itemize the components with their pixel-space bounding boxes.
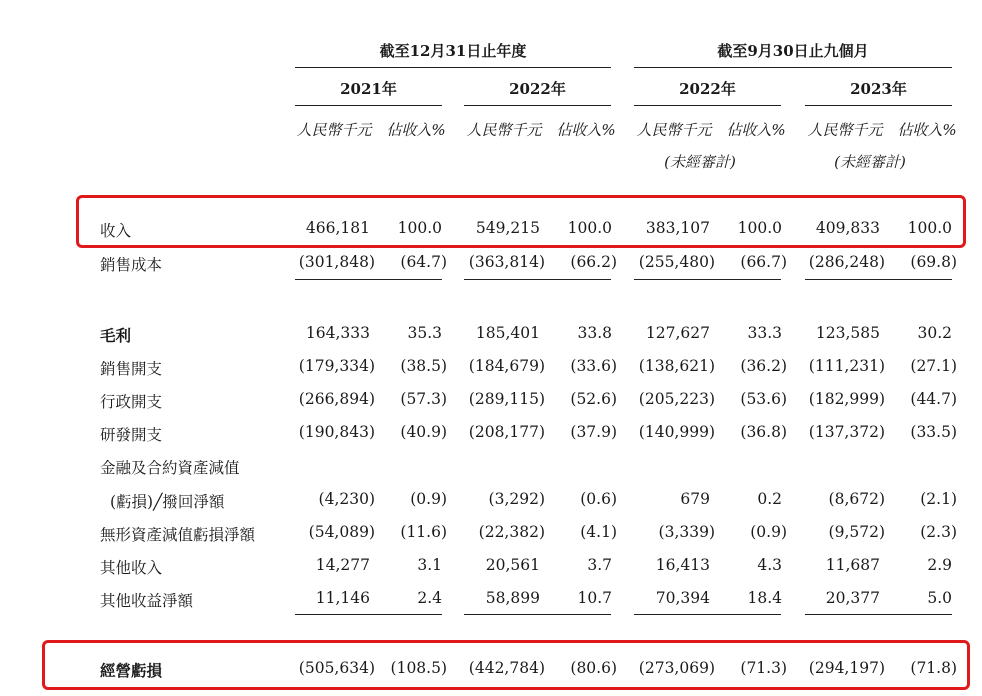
period-header-annual: 截至12月31日止年度 xyxy=(379,42,527,60)
subtotal-rule xyxy=(464,614,611,615)
subtotal-rule xyxy=(634,614,781,615)
cell: (137,372) xyxy=(808,423,885,441)
cell: (27.1) xyxy=(910,357,957,375)
cell: (4.1) xyxy=(580,523,617,541)
cell: (2.1) xyxy=(920,490,957,508)
cell: (208,177) xyxy=(468,423,545,441)
cell: (301,848) xyxy=(298,253,375,271)
cell: (273,069) xyxy=(638,659,715,677)
cell: (182,999) xyxy=(808,390,885,408)
cell: 549,215 xyxy=(475,219,540,237)
cell: (66.7) xyxy=(740,253,787,271)
cell: (33.5) xyxy=(910,423,957,441)
year-underline-2021 xyxy=(295,105,442,106)
cell: 20,377 xyxy=(825,589,880,607)
unit-rmb-2022i: 人民幣千元 xyxy=(636,121,712,139)
cell: (3,339) xyxy=(658,523,715,541)
cell: 123,585 xyxy=(815,324,880,342)
cell: 11,146 xyxy=(315,589,370,607)
cell: 383,107 xyxy=(645,219,710,237)
cell: 35.3 xyxy=(407,324,442,342)
cell: (33.6) xyxy=(570,357,617,375)
cell: (44.7) xyxy=(910,390,957,408)
cell: 58,899 xyxy=(485,589,540,607)
year-header-2021: 2021年 xyxy=(340,80,397,98)
year-header-2022-annual: 2022年 xyxy=(509,80,566,98)
year-header-2022-interim: 2022年 xyxy=(679,80,736,98)
cell: (22,382) xyxy=(478,523,545,541)
cell: 2.4 xyxy=(417,589,442,607)
cell: (179,334) xyxy=(298,357,375,375)
year-underline-2022-annual xyxy=(464,105,611,106)
cell: 409,833 xyxy=(815,219,880,237)
cell: (205,223) xyxy=(638,390,715,408)
cell: 0.2 xyxy=(757,490,782,508)
subtotal-rule xyxy=(295,279,442,280)
cell: (111,231) xyxy=(808,357,885,375)
row-label-intangible-impairment: 無形資產減值虧損淨額 xyxy=(100,526,256,544)
unit-rmb-2022a: 人民幣千元 xyxy=(466,121,542,139)
cell: 3.1 xyxy=(417,556,442,574)
row-label-cost-of-sales: 銷售成本 xyxy=(100,256,163,274)
cell: 185,401 xyxy=(475,324,540,342)
cell: (40.9) xyxy=(400,423,447,441)
cell: 70,394 xyxy=(655,589,710,607)
row-label-other-gains: 其他收益淨額 xyxy=(100,592,194,610)
cell: (108.5) xyxy=(390,659,447,677)
cell: (138,621) xyxy=(638,357,715,375)
cell: 10.7 xyxy=(577,589,612,607)
cell: (11.6) xyxy=(400,523,447,541)
period-underline-interim xyxy=(634,67,952,68)
cell: (54,089) xyxy=(308,523,375,541)
row-label-impairment-line1: 金融及合約資產減值 xyxy=(100,459,240,477)
unit-rmb-2021: 人民幣千元 xyxy=(296,121,372,139)
cell: (266,894) xyxy=(298,390,375,408)
cell: 11,687 xyxy=(825,556,880,574)
cell: (442,784) xyxy=(468,659,545,677)
row-label-selling-expenses: 銷售開支 xyxy=(100,360,163,378)
row-label-admin-expenses: 行政開支 xyxy=(100,393,163,411)
cell: 20,561 xyxy=(485,556,540,574)
row-label-impairment-line2: (虧損)╱撥回淨額 xyxy=(110,493,225,511)
cell: 18.4 xyxy=(747,589,782,607)
cell: 4.3 xyxy=(757,556,782,574)
unit-rmb-2023: 人民幣千元 xyxy=(807,121,883,139)
cell: (505,634) xyxy=(298,659,375,677)
row-label-other-income: 其他收入 xyxy=(100,559,163,577)
cell: 2.9 xyxy=(927,556,952,574)
cell: (3,292) xyxy=(488,490,545,508)
unit-pct-2023: 佔收入% xyxy=(897,121,957,139)
cell: 16,413 xyxy=(655,556,710,574)
year-underline-2022-interim xyxy=(634,105,781,106)
row-label-revenue: 收入 xyxy=(100,222,132,240)
subtotal-rule xyxy=(464,279,611,280)
cell: 100.0 xyxy=(737,219,782,237)
cell: (71.8) xyxy=(910,659,957,677)
cell: 100.0 xyxy=(567,219,612,237)
cell: (140,999) xyxy=(638,423,715,441)
cell: (4,230) xyxy=(318,490,375,508)
unit-pct-2021: 佔收入% xyxy=(386,121,446,139)
cell: (289,115) xyxy=(468,390,545,408)
row-label-operating-loss: 經營虧損 xyxy=(100,661,163,680)
cell: 164,333 xyxy=(305,324,370,342)
subtotal-rule xyxy=(295,614,442,615)
unit-pct-2022i: 佔收入% xyxy=(726,121,786,139)
year-header-2023: 2023年 xyxy=(850,80,907,98)
cell: 33.8 xyxy=(577,324,612,342)
cell: 100.0 xyxy=(397,219,442,237)
cell: (80.6) xyxy=(570,659,617,677)
highlight-box-operating-loss xyxy=(42,640,970,690)
cell: (38.5) xyxy=(400,357,447,375)
cell: (53.6) xyxy=(740,390,787,408)
cell: 14,277 xyxy=(315,556,370,574)
cell: 33.3 xyxy=(747,324,782,342)
cell: 127,627 xyxy=(645,324,710,342)
subtotal-rule xyxy=(634,279,781,280)
cell: (184,679) xyxy=(468,357,545,375)
cell: (52.6) xyxy=(570,390,617,408)
cell: (69.8) xyxy=(910,253,957,271)
row-label-rd-expenses: 研發開支 xyxy=(100,426,163,444)
cell: 679 xyxy=(680,490,710,508)
subtotal-rule xyxy=(805,614,952,615)
unaudited-note-2022: (未經審計) xyxy=(664,153,736,171)
cell: (363,814) xyxy=(468,253,545,271)
cell: (8,672) xyxy=(828,490,885,508)
subtotal-rule xyxy=(805,279,952,280)
cell: (64.7) xyxy=(400,253,447,271)
cell: (0.9) xyxy=(410,490,447,508)
unit-pct-2022a: 佔收入% xyxy=(556,121,616,139)
cell: (37.9) xyxy=(570,423,617,441)
cell: (255,480) xyxy=(638,253,715,271)
period-header-interim: 截至9月30日止九個月 xyxy=(717,42,869,60)
cell: (66.2) xyxy=(570,253,617,271)
cell: 466,181 xyxy=(305,219,370,237)
cell: 3.7 xyxy=(587,556,612,574)
cell: (294,197) xyxy=(808,659,885,677)
row-label-gross-profit: 毛利 xyxy=(100,326,132,345)
cell: (36.8) xyxy=(740,423,787,441)
highlight-box-revenue xyxy=(76,195,966,248)
cell: 5.0 xyxy=(927,589,952,607)
cell: (0.6) xyxy=(580,490,617,508)
cell: (36.2) xyxy=(740,357,787,375)
cell: (9,572) xyxy=(828,523,885,541)
year-underline-2023 xyxy=(805,105,952,106)
cell: (190,843) xyxy=(298,423,375,441)
cell: (286,248) xyxy=(808,253,885,271)
cell: (71.3) xyxy=(740,659,787,677)
unaudited-note-2023: (未經審計) xyxy=(834,153,906,171)
cell: (0.9) xyxy=(750,523,787,541)
period-underline-annual xyxy=(295,67,611,68)
cell: 30.2 xyxy=(917,324,952,342)
cell: 100.0 xyxy=(907,219,952,237)
cell: (2.3) xyxy=(920,523,957,541)
cell: (57.3) xyxy=(400,390,447,408)
